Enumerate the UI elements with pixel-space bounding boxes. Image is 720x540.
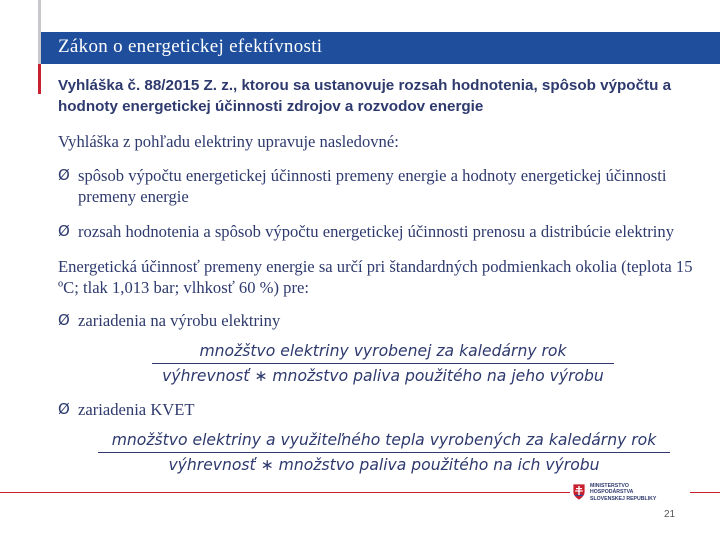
bullet-item	[58, 221, 713, 242]
intro-text: Vyhláška z pohľadu elektriny upravuje nasledovné:	[58, 132, 399, 151]
bullet-item	[58, 310, 713, 331]
logo-line: SLOVENSKEJ REPUBLIKY	[590, 495, 657, 502]
bullet-text: rozsah hodnotenia a spôsob výpočtu energetickej účinnosti prenosu a distribúcie elektriny	[78, 222, 674, 241]
formula-numerator: množštvo elektriny a využiteľného tepla vyrobených za kaledárny rok	[111, 431, 657, 449]
logo-line: HOSPODÁRSTVA	[590, 489, 634, 496]
bullet-arrow-icon: Ø	[58, 311, 70, 329]
left-accent-rule-red	[38, 64, 41, 94]
slide-title: Zákon o energetickej efektívnosti	[58, 36, 323, 57]
page-number: 21	[664, 509, 676, 520]
formula-numerator: množštvo elektriny vyrobenej za kaledárny rok	[199, 342, 567, 360]
formula-denominator: výhrevnosť ∗ množstvo paliva použitého na jeho výrobu	[162, 367, 604, 385]
formula-chp	[98, 431, 670, 474]
bullet-item	[58, 399, 713, 420]
conditions-paragraph: Energetická účinnosť premeny energie sa určí pri štandardných podmienkach okolia (teplota 15 ºC; tlak 1,013 bar; vlhkosť 60 %) pre:	[58, 257, 693, 297]
bullet-arrow-icon: Ø	[58, 166, 70, 184]
regulation-heading: Vyhláška č. 88/2015 Z. z., ktorou sa ustanovuje rozsah hodnotenia, spôsob výpočtu a hodnoty energetickej účinnosti zdrojov a rozvodov energie	[58, 77, 672, 115]
bullet-arrow-icon: Ø	[58, 400, 70, 418]
bullet-text: zariadenia KVET	[78, 400, 195, 419]
bullet-text: spôsob výpočtu energetickej účinnosti premeny energie a hodnoty energetickej účinnosti premeny energie	[78, 166, 667, 206]
bullet-item	[58, 165, 713, 207]
formula-denominator: výhrevnosť ∗ množstvo paliva použitého na ich výrobu	[168, 456, 600, 474]
bullet-arrow-icon: Ø	[58, 222, 70, 240]
formula-power-plants	[152, 342, 614, 385]
slovak-crest-icon	[572, 483, 586, 501]
bullet-text: zariadenia na výrobu elektriny	[78, 311, 281, 330]
logo-line: MINISTERSTVO	[590, 483, 629, 489]
